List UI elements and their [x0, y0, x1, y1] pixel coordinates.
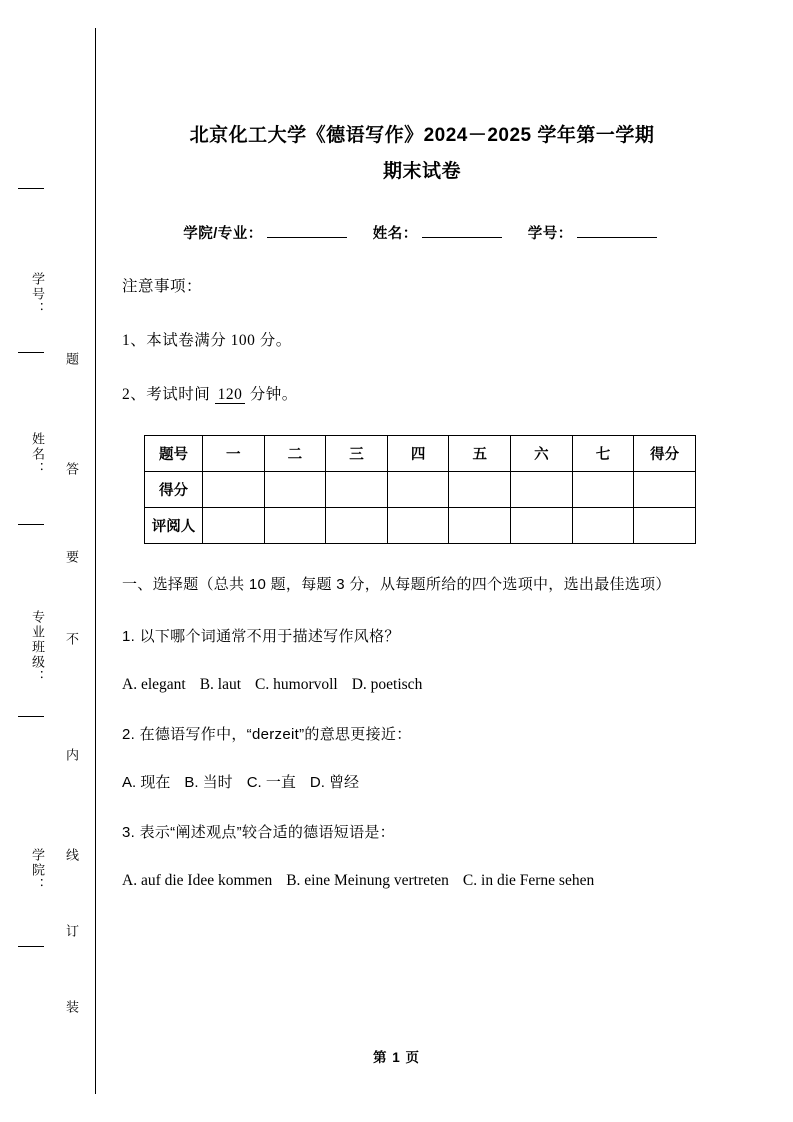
reviewer-cell-2[interactable] [264, 508, 326, 544]
label-name: 姓名： [372, 226, 418, 242]
seal-char-2: 要 [64, 550, 79, 563]
seal-char-4: 内 [64, 748, 79, 761]
question-2-option-d[interactable]: D. 曾经 [309, 774, 360, 791]
seal-char-7: 装 [64, 1000, 79, 1013]
score-cell-total[interactable] [634, 472, 696, 508]
seal-char-0: 题 [64, 352, 79, 365]
question-2-option-a[interactable]: A. 现在 [122, 774, 171, 791]
question-3-option-c[interactable]: C. in die Ferne sehen [462, 872, 595, 889]
section-1-heading: 一、选择题（总共 10 题，每题 3 分，从每题所给的四个选项中，选出最佳选项） [122, 576, 671, 593]
margin-divider-5 [18, 946, 44, 947]
page-title-line2: 期末试卷 [382, 161, 461, 182]
exam-paper-body [122, 0, 722, 894]
question-1-option-a[interactable]: A. elegant [122, 676, 186, 693]
margin-label-student-id: 学号： [30, 272, 45, 317]
margin-divider-3 [18, 524, 44, 525]
question-1-option-c[interactable]: C. humorvoll [255, 676, 338, 693]
question-2-options [122, 770, 722, 796]
question-1-option-d[interactable]: D. poetisch [351, 676, 423, 693]
seal-char-1: 答 [64, 462, 79, 475]
score-cell-5[interactable] [449, 472, 511, 508]
margin-divider-1 [18, 188, 44, 189]
margin-label-name: 姓名： [30, 432, 45, 477]
score-table [144, 435, 696, 544]
score-header-4: 四 [387, 436, 449, 472]
label-college-major: 学院/专业： [183, 226, 263, 242]
score-cell-7[interactable] [572, 472, 634, 508]
question-3-option-a[interactable]: A. auf die Idee kommen [122, 872, 273, 889]
score-cell-4[interactable] [387, 472, 449, 508]
binding-margin-strip [0, 0, 110, 1122]
reviewer-cell-6[interactable] [511, 508, 573, 544]
margin-vertical-rule [95, 28, 96, 1094]
reviewer-cell-1[interactable] [202, 508, 264, 544]
reviewer-cell-total[interactable] [634, 508, 696, 544]
question-2-stem: 2. 在德语写作中，“derzeit”的意思更接近： [122, 726, 412, 743]
score-header-label: 题号 [145, 436, 203, 472]
margin-label-college: 学院： [30, 848, 45, 893]
question-3-options [122, 868, 722, 894]
student-info-fields [122, 222, 722, 243]
question-2-option-c[interactable]: C. 一直 [246, 774, 296, 791]
page-title-line1: 北京化工大学《德语写作》2024－2025 学年第一学期 [189, 125, 655, 146]
question-1-option-b[interactable]: B. laut [199, 676, 242, 693]
blank-student-id[interactable] [577, 237, 657, 238]
score-header-7: 七 [572, 436, 634, 472]
reviewer-cell-3[interactable] [326, 508, 388, 544]
score-header-3: 三 [326, 436, 388, 472]
table-row [145, 436, 696, 472]
question-1-stem: 1. 以下哪个词通常不用于描述写作风格？ [122, 628, 400, 645]
notice-item-2-prefix: 2、考试时间 [122, 386, 211, 403]
reviewer-cell-7[interactable] [572, 508, 634, 544]
reviewer-row-label: 评阅人 [145, 508, 203, 544]
score-cell-6[interactable] [511, 472, 573, 508]
label-student-id: 学号： [527, 226, 573, 242]
blank-college-major[interactable] [267, 237, 347, 238]
seal-char-6: 订 [64, 924, 79, 937]
seal-char-3: 不 [64, 632, 79, 645]
page-title [122, 0, 722, 190]
reviewer-cell-5[interactable] [449, 508, 511, 544]
score-cell-3[interactable] [326, 472, 388, 508]
margin-divider-4 [18, 716, 44, 717]
score-cell-2[interactable] [264, 472, 326, 508]
table-row [145, 508, 696, 544]
margin-divider-2 [18, 352, 44, 353]
notice-heading: 注意事项： [122, 278, 203, 295]
table-row [145, 472, 696, 508]
score-header-total: 得分 [634, 436, 696, 472]
page-footer [0, 1046, 793, 1066]
score-header-1: 一 [202, 436, 264, 472]
seal-char-5: 线 [64, 848, 79, 861]
score-header-5: 五 [449, 436, 511, 472]
score-header-2: 二 [264, 436, 326, 472]
question-1-options [122, 672, 722, 698]
notice-item-2 [122, 381, 722, 409]
notice-item-2-suffix: 分钟。 [249, 386, 298, 403]
blank-name[interactable] [422, 237, 502, 238]
notice-item-1: 1、本试卷满分 100 分。 [122, 332, 292, 349]
reviewer-cell-4[interactable] [387, 508, 449, 544]
question-2-option-b[interactable]: B. 当时 [184, 774, 233, 791]
margin-label-class: 专业班级： [30, 610, 45, 685]
notice-exam-duration: 120 [215, 386, 246, 404]
score-cell-1[interactable] [202, 472, 264, 508]
score-row-label: 得分 [145, 472, 203, 508]
score-header-6: 六 [511, 436, 573, 472]
question-3-stem: 3. 表示“阐述观点”较合适的德语短语是： [122, 824, 395, 841]
page-number: 第 1 页 [372, 1050, 420, 1065]
question-3-option-b[interactable]: B. eine Meinung vertreten [286, 872, 449, 889]
